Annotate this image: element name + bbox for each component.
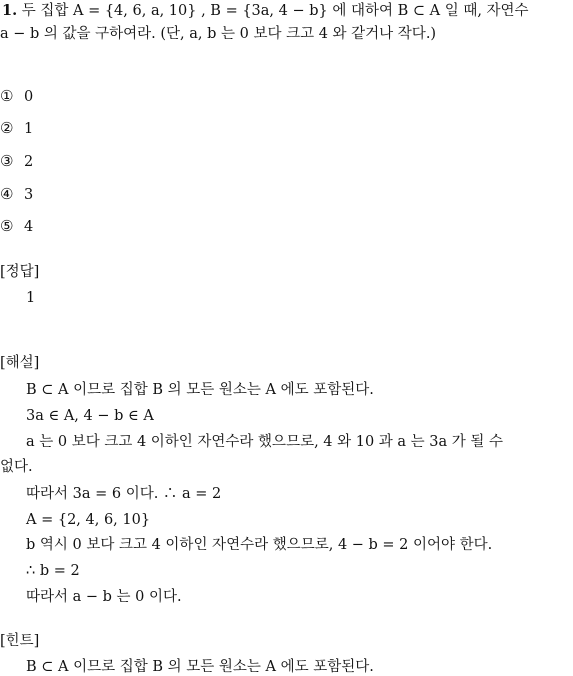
- choice-3[interactable]: [0, 152, 33, 171]
- answer-heading: [정답]: [0, 264, 40, 280]
- choice-4[interactable]: [0, 185, 33, 204]
- explanation-line: ∴ b = 2: [26, 563, 80, 579]
- hint-line: B ⊂ A 이므로 집합 B 의 모든 원소는 A 에도 포함된다.: [26, 659, 374, 675]
- choice-1[interactable]: [0, 87, 33, 106]
- choice-marker: ④: [0, 185, 14, 203]
- choice-value: 3: [24, 187, 34, 203]
- choice-2[interactable]: [0, 119, 33, 138]
- question-line-1: [2, 2, 529, 20]
- choice-value: 0: [24, 89, 34, 105]
- question-number: 1.: [2, 2, 18, 19]
- choice-value: 4: [24, 219, 34, 235]
- explanation-line: 없다.: [0, 459, 33, 475]
- explanation-line: B ⊂ A 이므로 집합 B 의 모든 원소는 A 에도 포함된다.: [26, 382, 374, 398]
- choice-marker: ①: [0, 87, 14, 105]
- choice-value: 1: [24, 121, 34, 137]
- explanation-heading: [해설]: [0, 355, 40, 371]
- explanation-line: 따라서 a − b 는 0 이다.: [26, 589, 182, 605]
- explanation-line: b 역시 0 보다 크고 4 이하인 자연수라 했으므로, 4 − b = 2 이어야 한다.: [26, 537, 493, 553]
- question-text-1: 두 집합 A = {4, 6, a, 10} , B = {3a, 4 − b} 에 대하여 B ⊂ A 일 때, 자연수: [21, 3, 529, 19]
- choice-marker: ⑤: [0, 217, 14, 235]
- explanation-line: 3a ∈ A, 4 − b ∈ A: [26, 408, 154, 424]
- answer-value: 1: [26, 290, 36, 306]
- explanation-line: A = {2, 4, 6, 10}: [26, 512, 151, 528]
- explanation-line: a 는 0 보다 크고 4 이하인 자연수라 했으므로, 4 와 10 과 a 는 3a 가 될 수: [26, 434, 504, 450]
- question-line-2: a − b 의 값을 구하여라. (단, a, b 는 0 보다 크고 4 와 같거나 작다.): [0, 26, 437, 42]
- choice-5[interactable]: [0, 217, 33, 236]
- hint-heading: [힌트]: [0, 633, 40, 649]
- explanation-line: 따라서 3a = 6 이다. ∴ a = 2: [26, 486, 222, 502]
- choice-marker: ②: [0, 119, 14, 137]
- choice-value: 2: [24, 154, 34, 170]
- choice-marker: ③: [0, 152, 14, 170]
